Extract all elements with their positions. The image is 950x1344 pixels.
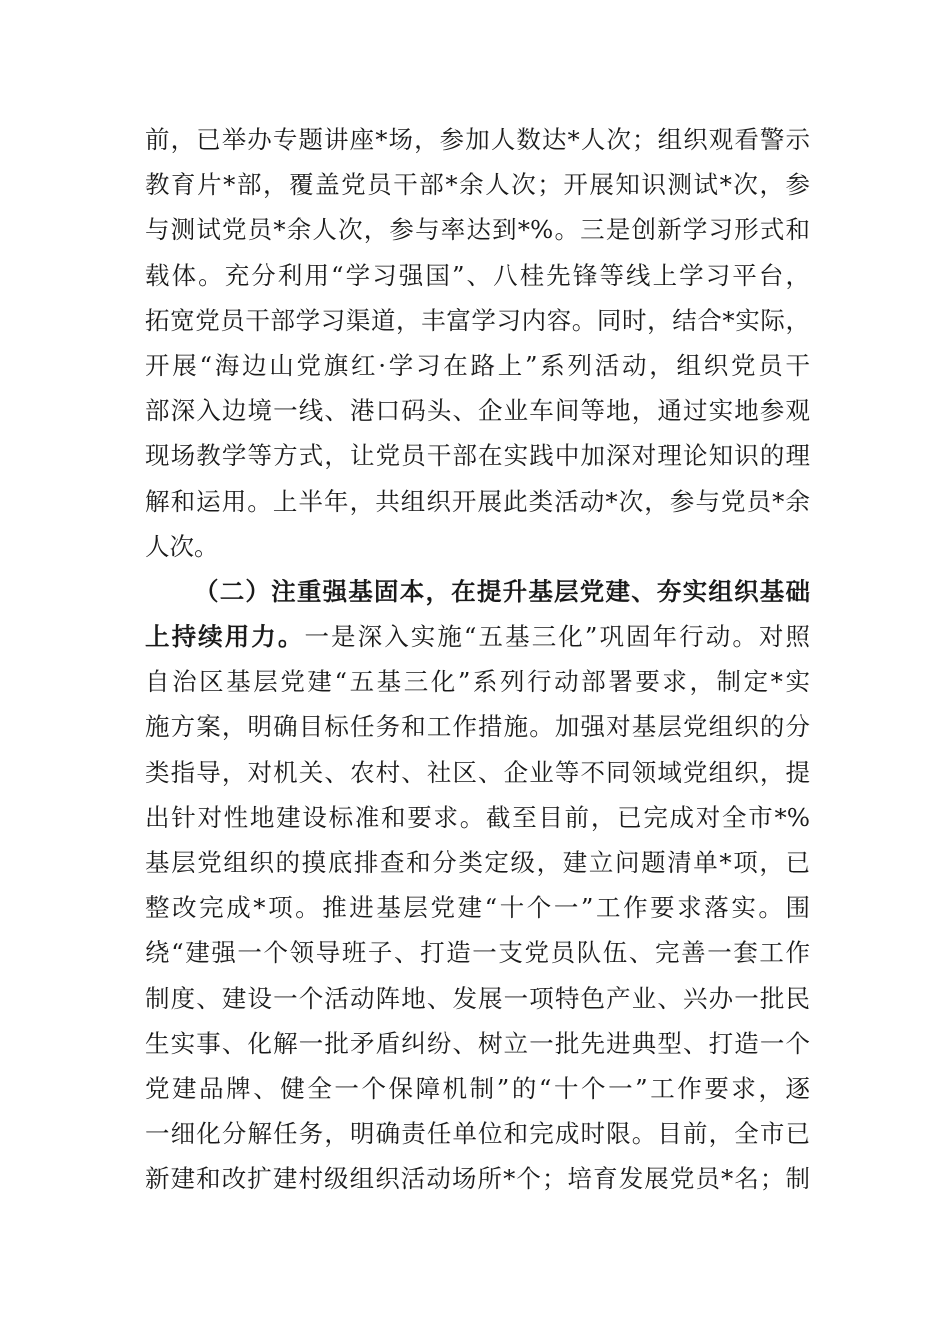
text-line: 基层党组织的摸底排查和分类定级，建立问题清单*项，已 [145,848,810,877]
text-line: 生实事、化解一批矛盾纠纷、树立一批先进典型、打造一个 [145,1028,810,1058]
text-line: 人次。 [145,531,219,561]
text-line: 自治区基层党建“五基三化”系列行动部署要求，制定*实 [145,667,810,697]
text-line: 开展“海边山党旗红·学习在路上”系列活动，组织党员干 [145,350,810,380]
text-line: 与测试党员*余人次，参与率达到*%。三是创新学习形式和 [145,215,810,245]
text-line: 整改完成*项。推进基层党建“十个一”工作要求落实。围 [145,893,810,923]
text-line: 一细化分解任务，明确责任单位和完成时限。目前，全市已 [145,1119,810,1149]
body-text [145,117,810,1202]
text-line: 施方案，明确目标任务和工作措施。加强对基层党组织的分 [145,712,810,742]
text-line: 制度、建设一个活动阵地、发展一项特色产业、兴办一批民 [145,983,810,1013]
text-line: 类指导，对机关、农村、社区、企业等不同领域党组织，提 [145,757,810,787]
text-line: 新建和改扩建村级组织活动场所*个；培育发展党员*名；制 [145,1164,810,1194]
section-heading-line: （二）注重强基固本，在提升基层党建、夯实组织基础 [194,576,810,606]
text-line: 绕“建强一个领导班子、打造一支党员队伍、完善一套工作 [145,938,810,968]
text-line: 现场教学等方式，让党员干部在实践中加深对理论知识的理 [145,441,810,471]
text-line: 载体。充分利用“学习强国”、八桂先锋等线上学习平台， [145,260,810,290]
text-line-mixed [145,614,810,659]
text-line: 出针对性地建设标准和要求。截至目前，已完成对全市*% [145,802,810,832]
text-line: 教育片*部，覆盖党员干部*余人次；开展知识测试*次，参 [145,170,810,200]
text-line: 部深入边境一线、港口码头、企业车间等地，通过实地参观 [145,396,810,426]
section-heading-tail: 上持续用力。 [145,622,305,652]
text-line: 党建品牌、健全一个保障机制”的“十个一”工作要求，逐 [145,1073,810,1103]
text-line: 前，已举办专题讲座*场，参加人数达*人次；组织观看警示 [145,125,810,154]
text-line: 解和运用。上半年，共组织开展此类活动*次，参与党员*余 [145,486,810,516]
text-line: 拓宽党员干部学习渠道，丰富学习内容。同时，结合*实际， [145,305,810,335]
text-fragment: 一是深入实施“五基三化”巩固年行动。对照 [304,622,810,652]
